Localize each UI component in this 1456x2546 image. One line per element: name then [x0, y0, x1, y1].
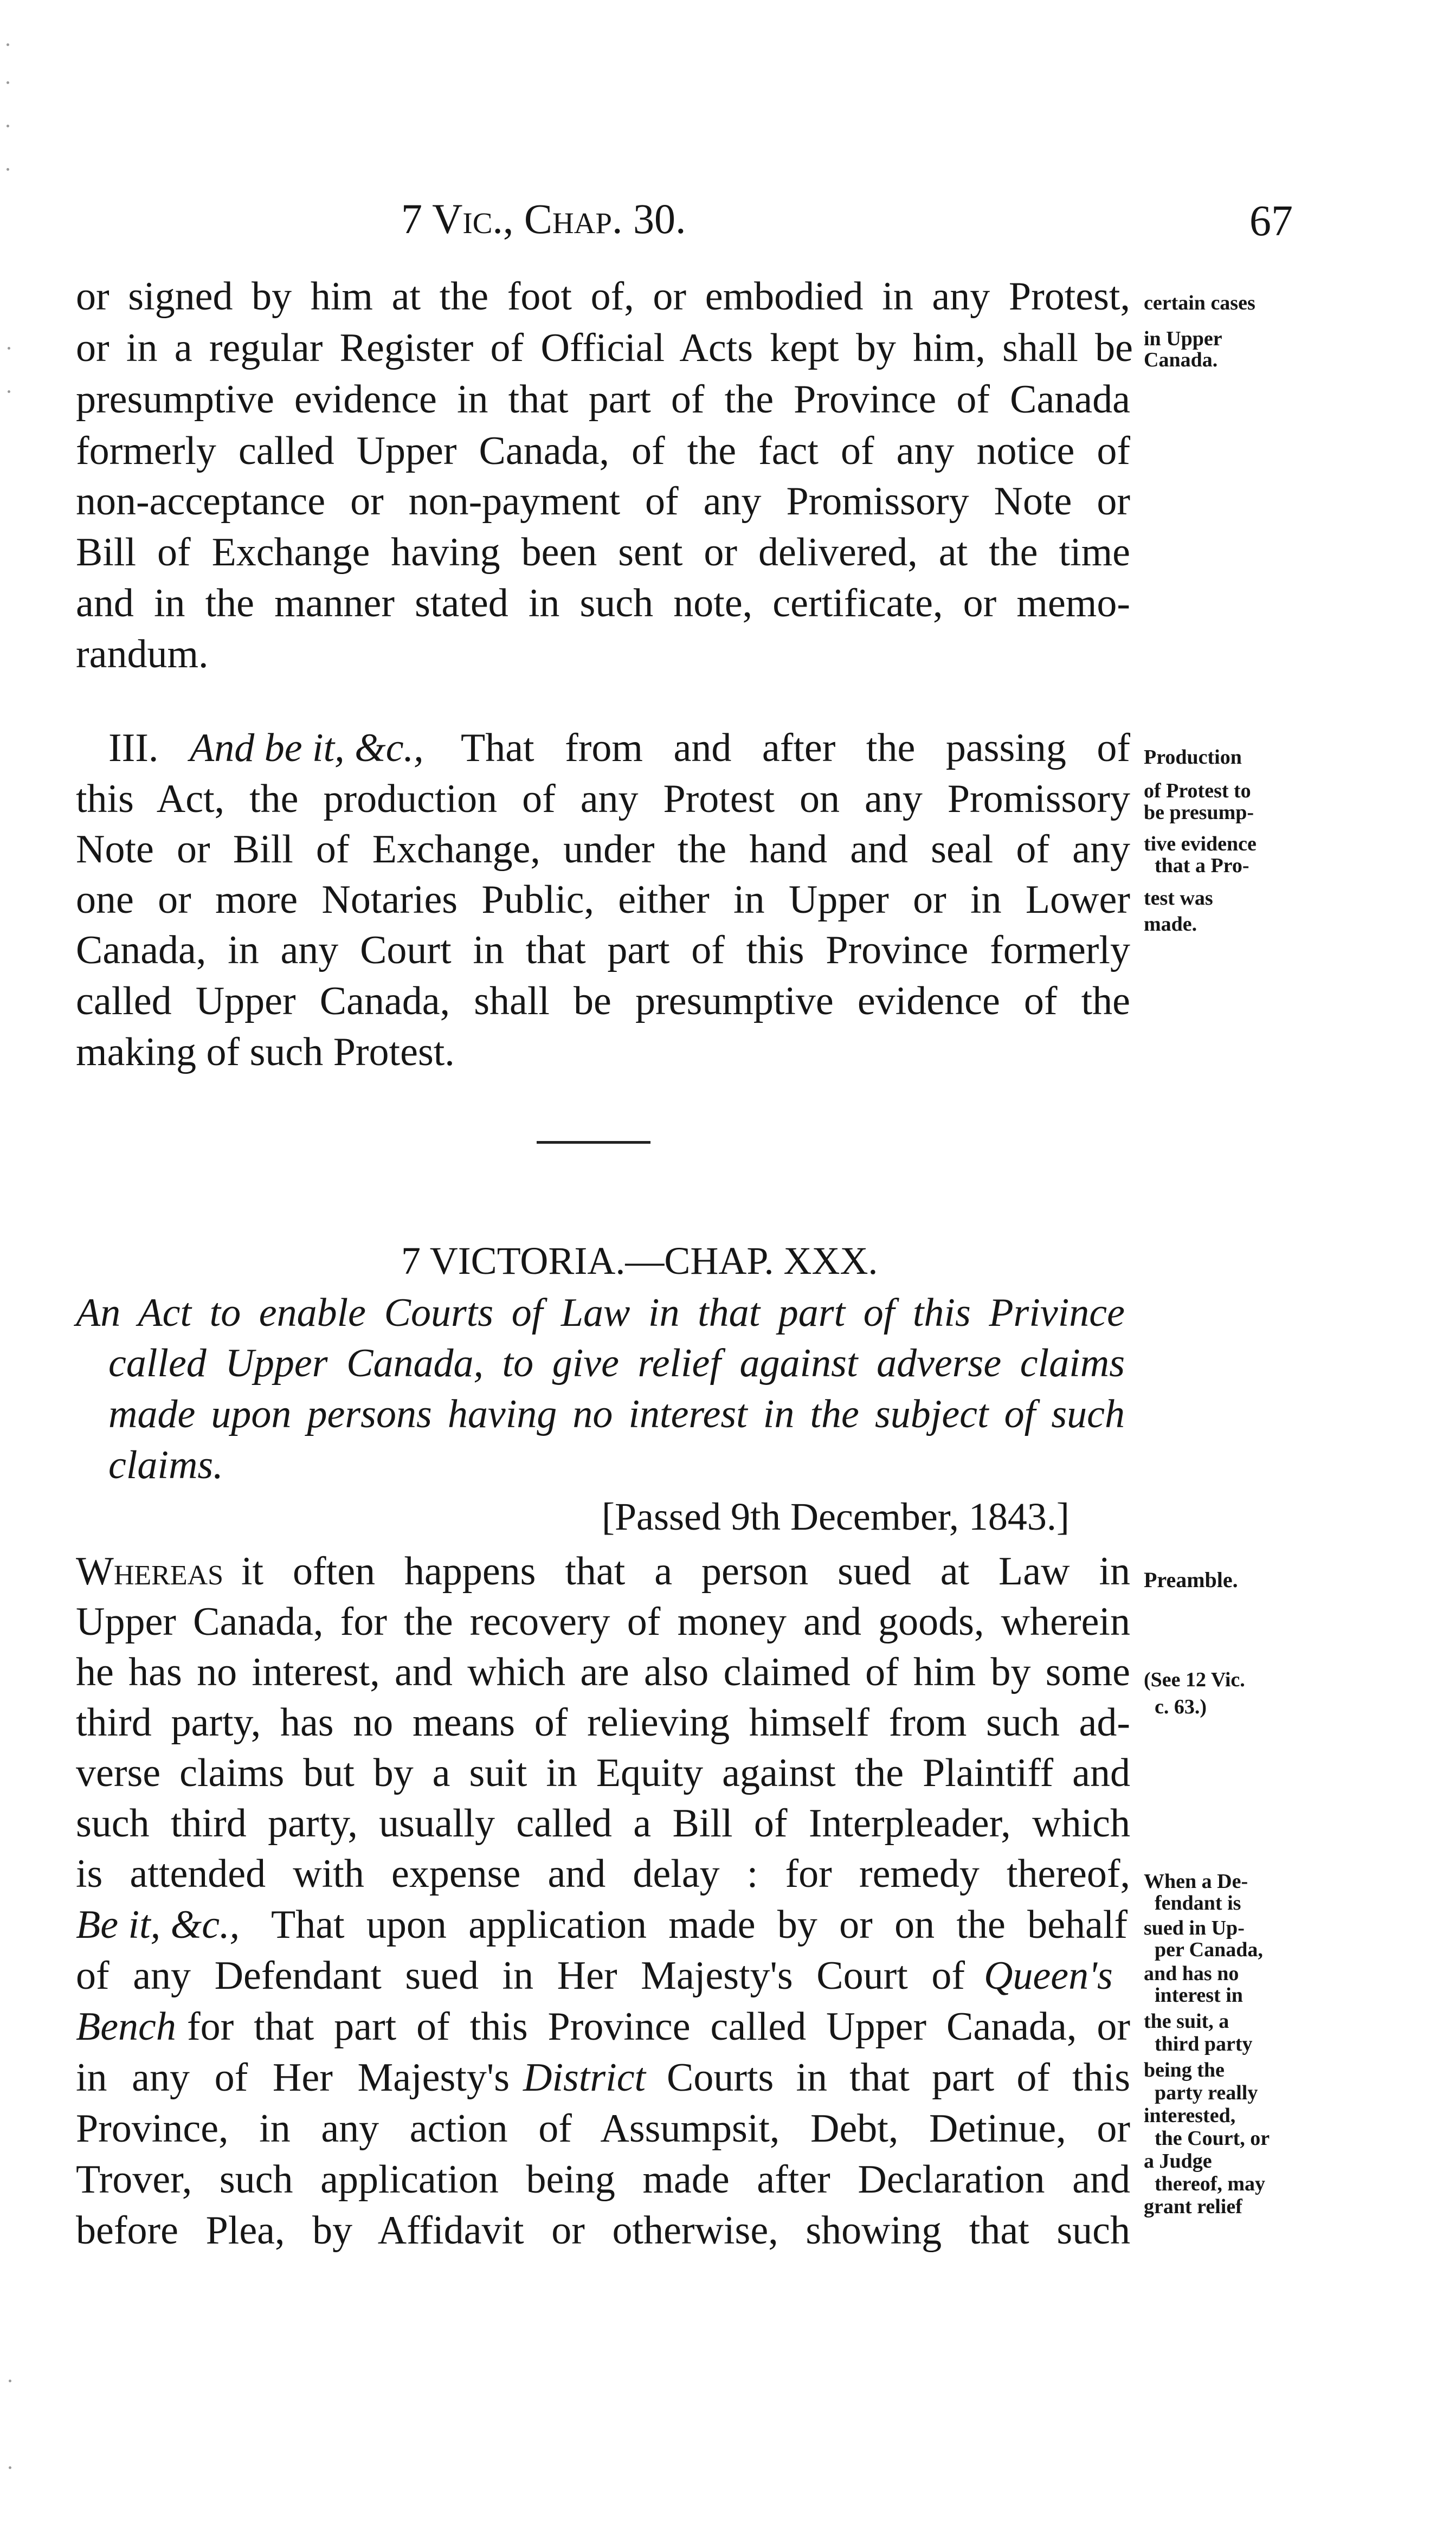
- body-text: That from and after the passing of: [461, 726, 1130, 770]
- body-text: it often happens that a person sued at Law in: [241, 1549, 1130, 1594]
- body-line: third party, has no means of relieving himself from such ad-: [76, 1700, 1130, 1745]
- body-line: one or more Notaries Public, either in Upper or in Lower: [76, 878, 1130, 922]
- body-line: called Upper Canada, shall be presumptive evidence of the: [76, 979, 1130, 1023]
- scan-speck: [7, 125, 9, 127]
- margin-note: interest in: [1155, 1984, 1243, 2007]
- margin-note: fendant is: [1155, 1892, 1241, 1915]
- body-text: in any of Her Majesty's: [76, 2055, 510, 2100]
- margin-note: per Canada,: [1155, 1938, 1263, 1961]
- margin-note: that a Pro-: [1155, 854, 1249, 877]
- scan-speck: [7, 81, 9, 84]
- margin-note: third party: [1155, 2033, 1253, 2055]
- body-line: or in a regular Register of Official Acts kept by him, shall be: [76, 326, 1133, 370]
- margin-note: Production: [1144, 746, 1242, 769]
- margin-note: of Protest to: [1144, 779, 1251, 802]
- body-line: non-acceptance or non-payment of any Promissory Note or: [76, 479, 1130, 524]
- act-title-line: called Upper Canada, to give relief against adverse claims: [108, 1341, 1125, 1385]
- act-title-line: made upon persons having no interest in the subject of such: [108, 1392, 1125, 1436]
- page-number: 67: [1249, 197, 1293, 245]
- margin-note: in Upper: [1144, 327, 1222, 350]
- court-name: District: [523, 2055, 646, 2100]
- margin-note: a Judge: [1144, 2150, 1212, 2173]
- body-text: of any Defendant sued in Her Majesty's Court of: [76, 1954, 965, 1998]
- body-line: randum.: [76, 632, 209, 676]
- body-line: formerly called Upper Canada, of the fact of any notice of: [76, 429, 1130, 473]
- margin-note: being the: [1144, 2059, 1225, 2081]
- scan-speck: [7, 43, 9, 46]
- margin-note: c. 63.): [1155, 1696, 1207, 1718]
- body-line: Trover, such application being made after Declaration and: [76, 2157, 1130, 2202]
- margin-note: made.: [1144, 913, 1197, 936]
- body-line: Upper Canada, for the recovery of money and goods, wherein: [76, 1600, 1130, 1644]
- margin-note: thereof, may: [1155, 2173, 1266, 2195]
- scan-speck: [8, 347, 10, 350]
- margin-note: certain cases: [1144, 292, 1255, 314]
- body-line: Canada, in any Court in that part of this Province formerly: [76, 928, 1130, 972]
- body-line: this Act, the production of any Protest on any Promissory: [76, 777, 1130, 821]
- body-line: Province, in any action of Assumpsit, Debt, Detinue, or: [76, 2106, 1130, 2151]
- margin-note: and has no: [1144, 1962, 1239, 1985]
- margin-note: Preamble.: [1144, 1568, 1238, 1592]
- act-heading: 7 VICTORIA.—CHAP. XXX.: [401, 1239, 878, 1282]
- body-line: and in the manner stated in such note, certificate, or memo-: [76, 581, 1130, 626]
- margin-note: sued in Up-: [1144, 1917, 1245, 1939]
- body-line: or signed by him at the foot of, or embodied in any Protest,: [76, 274, 1130, 319]
- margin-note: interested,: [1144, 2104, 1236, 2127]
- margin-note: When a De-: [1144, 1870, 1248, 1893]
- margin-note: the suit, a: [1144, 2010, 1229, 2033]
- body-line: such third party, usually called a Bill of Interpleader, which: [76, 1801, 1130, 1846]
- body-line: Bill of Exchange having been sent or delivered, at the time: [76, 530, 1130, 575]
- margin-note: be presump-: [1144, 801, 1254, 824]
- body-text: for that part of this Province called Upper Canada, or: [187, 2004, 1130, 2049]
- court-name: Queen's: [984, 1954, 1113, 1998]
- margin-note: Canada.: [1144, 349, 1218, 371]
- enacting-formula: Be it, &c.,: [76, 1903, 240, 1947]
- body-line: verse claims but by a suit in Equity against the Plaintiff and: [76, 1751, 1130, 1795]
- act-title-line: claims.: [108, 1443, 223, 1487]
- margin-note: (See 12 Vic.: [1144, 1668, 1245, 1691]
- margin-note: the Court, or: [1155, 2127, 1270, 2150]
- body-line: Note or Bill of Exchange, under the hand and seal of any: [76, 827, 1130, 872]
- margin-note: tive evidence: [1144, 833, 1257, 855]
- body-text: That upon application made by or on the behalf: [271, 1903, 1128, 1947]
- body-line: he has no interest, and which are also claimed of him by some: [76, 1650, 1130, 1694]
- body-line: presumptive evidence in that part of the Province of Canada: [76, 377, 1130, 422]
- act-title-line: An Act to enable Courts of Law in that part of this Privince: [76, 1291, 1125, 1335]
- margin-note: test was: [1144, 887, 1213, 910]
- section-divider: [537, 1141, 650, 1144]
- scan-speck: [8, 390, 10, 393]
- section-number: III.: [108, 726, 159, 770]
- scan-speck: [9, 2380, 11, 2382]
- margin-note: party really: [1155, 2081, 1258, 2104]
- court-name: Bench: [76, 2004, 176, 2049]
- preamble-first-word: Whereas: [76, 1549, 224, 1594]
- scan-speck: [9, 2466, 11, 2469]
- margin-note: grant relief: [1144, 2195, 1242, 2218]
- passed-date: [Passed 9th December, 1843.]: [602, 1495, 1070, 1538]
- body-line: before Plea, by Affidavit or otherwise, showing that such: [76, 2208, 1130, 2253]
- enacting-formula: And be it, &c.,: [190, 726, 424, 770]
- body-line: is attended with expense and delay : for remedy thereof,: [76, 1852, 1130, 1896]
- body-line: making of such Protest.: [76, 1030, 455, 1074]
- running-title: 7 Vic., Chap. 30.: [401, 195, 686, 242]
- body-text: Courts in that part of this: [667, 2055, 1130, 2100]
- scan-speck: [7, 168, 9, 171]
